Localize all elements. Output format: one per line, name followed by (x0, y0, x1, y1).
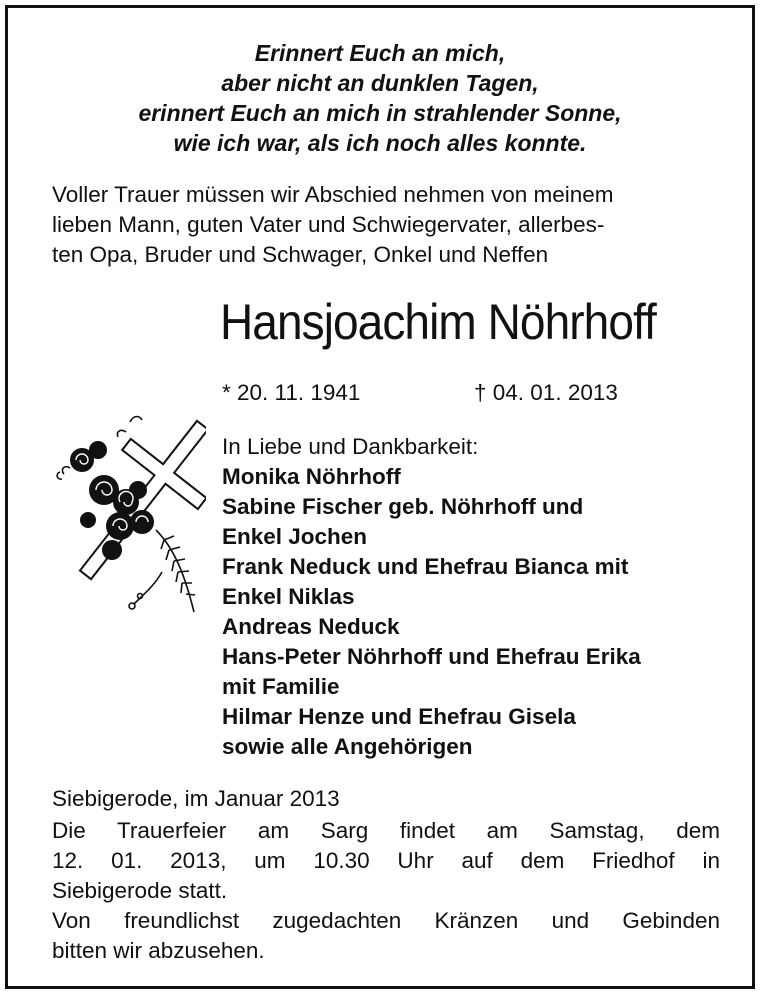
mourner-line: Hilmar Henze und Ehefrau Gisela (222, 704, 576, 729)
memorial-poem (28, 38, 732, 158)
intro-text (52, 180, 732, 270)
poem-line: aber nicht an dunklen Tagen, (221, 70, 539, 96)
death-date: † 04. 01. 2013 (474, 380, 618, 405)
funeral-line: Von freundlichst zugedachten Kränzen und Gebinden (52, 908, 720, 933)
intro-line: Voller Trauer müssen wir Abschied nehmen von meinem (52, 182, 614, 207)
funeral-line: Siebigerode statt. (52, 878, 228, 903)
mourner-line: Monika Nöhrhoff (222, 464, 401, 489)
mourner-line: Sabine Fischer geb. Nöhrhoff und (222, 494, 584, 519)
cross-with-roses-icon (46, 390, 206, 620)
funeral-line: Die Trauerfeier am Sarg findet am Samstag, dem (52, 818, 720, 843)
funeral-line: bitten wir abzusehen. (52, 938, 265, 963)
mourner-line: Enkel Jochen (222, 524, 368, 549)
mourner-line: mit Familie (222, 674, 340, 699)
mourner-line: sowie alle Angehörigen (222, 734, 473, 759)
intro-line: lieben Mann, guten Vater und Schwiegervater, allerbes- (52, 212, 605, 237)
mourner-line: Hans-Peter Nöhrhoff und Ehefrau Erika (222, 644, 641, 669)
mourner-line: Andreas Neduck (222, 614, 400, 639)
funeral-line: 12. 01. 2013, um 10.30 Uhr auf dem Friedhof in (52, 848, 720, 873)
obituary-notice (5, 5, 755, 989)
mourner-line: Enkel Niklas (222, 584, 355, 609)
funeral-notice (52, 816, 720, 966)
deceased-name: Hansjoachim Nöhrhoff (220, 294, 656, 350)
mourners-list (222, 462, 641, 762)
mourner-line: Frank Neduck und Ehefrau Bianca mit (222, 554, 629, 579)
poem-line: wie ich war, als ich noch alles konnte. (173, 130, 587, 156)
life-dates (222, 378, 618, 408)
dedication-line: In Liebe und Dankbarkeit: (222, 434, 479, 459)
birth-date: * 20. 11. 1941 (222, 380, 361, 405)
poem-line: erinnert Euch an mich in strahlender Sonne, (138, 100, 622, 126)
place-date: Siebigerode, im Januar 2013 (52, 786, 340, 811)
intro-line: ten Opa, Bruder und Schwager, Onkel und Neffen (52, 242, 549, 267)
poem-line: Erinnert Euch an mich, (254, 40, 506, 66)
